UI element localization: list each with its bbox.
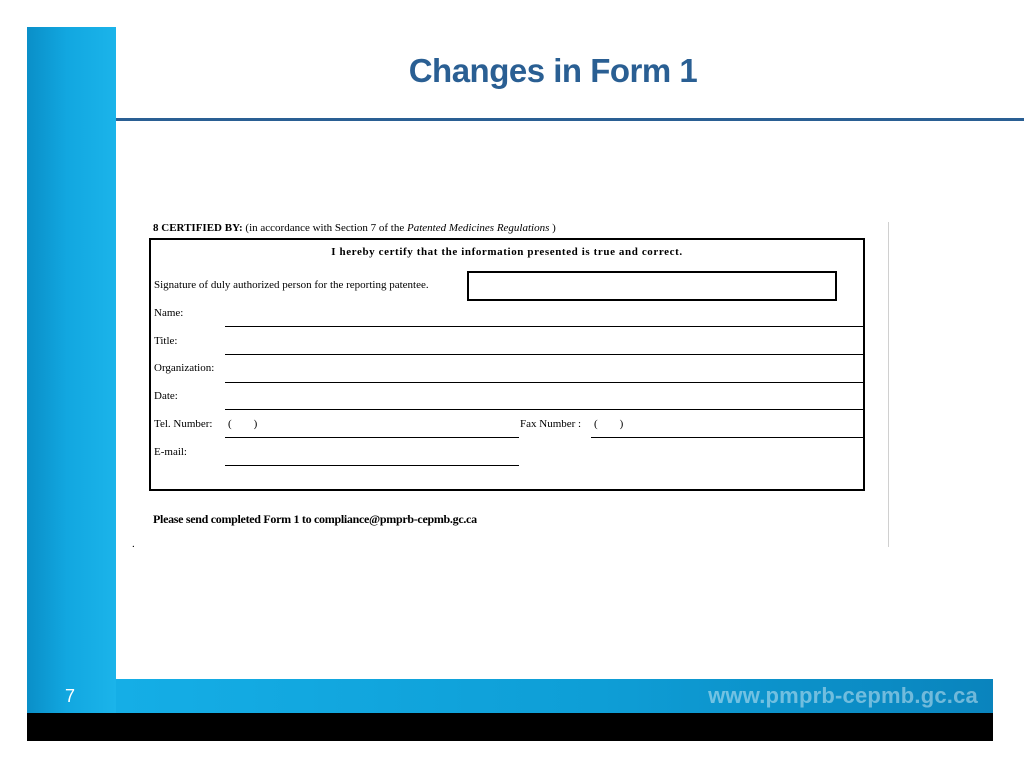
regulations-name: Patented Medicines Regulations: [407, 222, 550, 234]
date-label: Date:: [154, 390, 178, 402]
tel-label: Tel. Number:: [154, 418, 213, 430]
left-accent-bar: [27, 27, 116, 713]
organization-label: Organization:: [154, 362, 215, 374]
form-section-heading: [153, 222, 556, 234]
right-divider: [888, 222, 889, 547]
name-field[interactable]: [225, 326, 863, 327]
fax-label: Fax Number :: [520, 418, 582, 430]
footer-black-bar: [27, 713, 993, 741]
title-label: Title:: [154, 335, 178, 347]
signature-field[interactable]: [467, 271, 837, 301]
stray-dot: .: [132, 538, 135, 550]
date-field[interactable]: [225, 409, 863, 410]
certification-form: [149, 238, 865, 491]
section-heading-text: (in accordance with Section 7 of the: [245, 222, 405, 234]
title-field[interactable]: [225, 354, 863, 355]
fax-area-code: ( ): [594, 418, 624, 430]
section-number-label: 8 CERTIFIED BY:: [153, 222, 243, 234]
tel-area-code: ( ): [228, 418, 258, 430]
submission-note: Please send completed Form 1 to compliance@pmprb-cepmb.gc.ca: [153, 512, 477, 526]
fax-field[interactable]: [591, 437, 863, 438]
page-number: 7: [64, 686, 75, 706]
section-heading-close: ): [552, 222, 556, 234]
slide-title: Changes in Form 1: [408, 52, 698, 89]
name-label: Name:: [154, 307, 184, 319]
email-field[interactable]: [225, 465, 519, 466]
signature-label: Signature of duly authorized person for the reporting patentee.: [154, 279, 429, 291]
tel-field[interactable]: [225, 437, 519, 438]
certify-statement: I hereby certify that the information presented is true and correct.: [331, 246, 683, 258]
email-label: E-mail:: [154, 446, 187, 458]
organization-field[interactable]: [225, 382, 863, 383]
title-divider: [116, 118, 1024, 121]
footer-url: www.pmprb-cepmb.gc.ca: [708, 683, 978, 708]
